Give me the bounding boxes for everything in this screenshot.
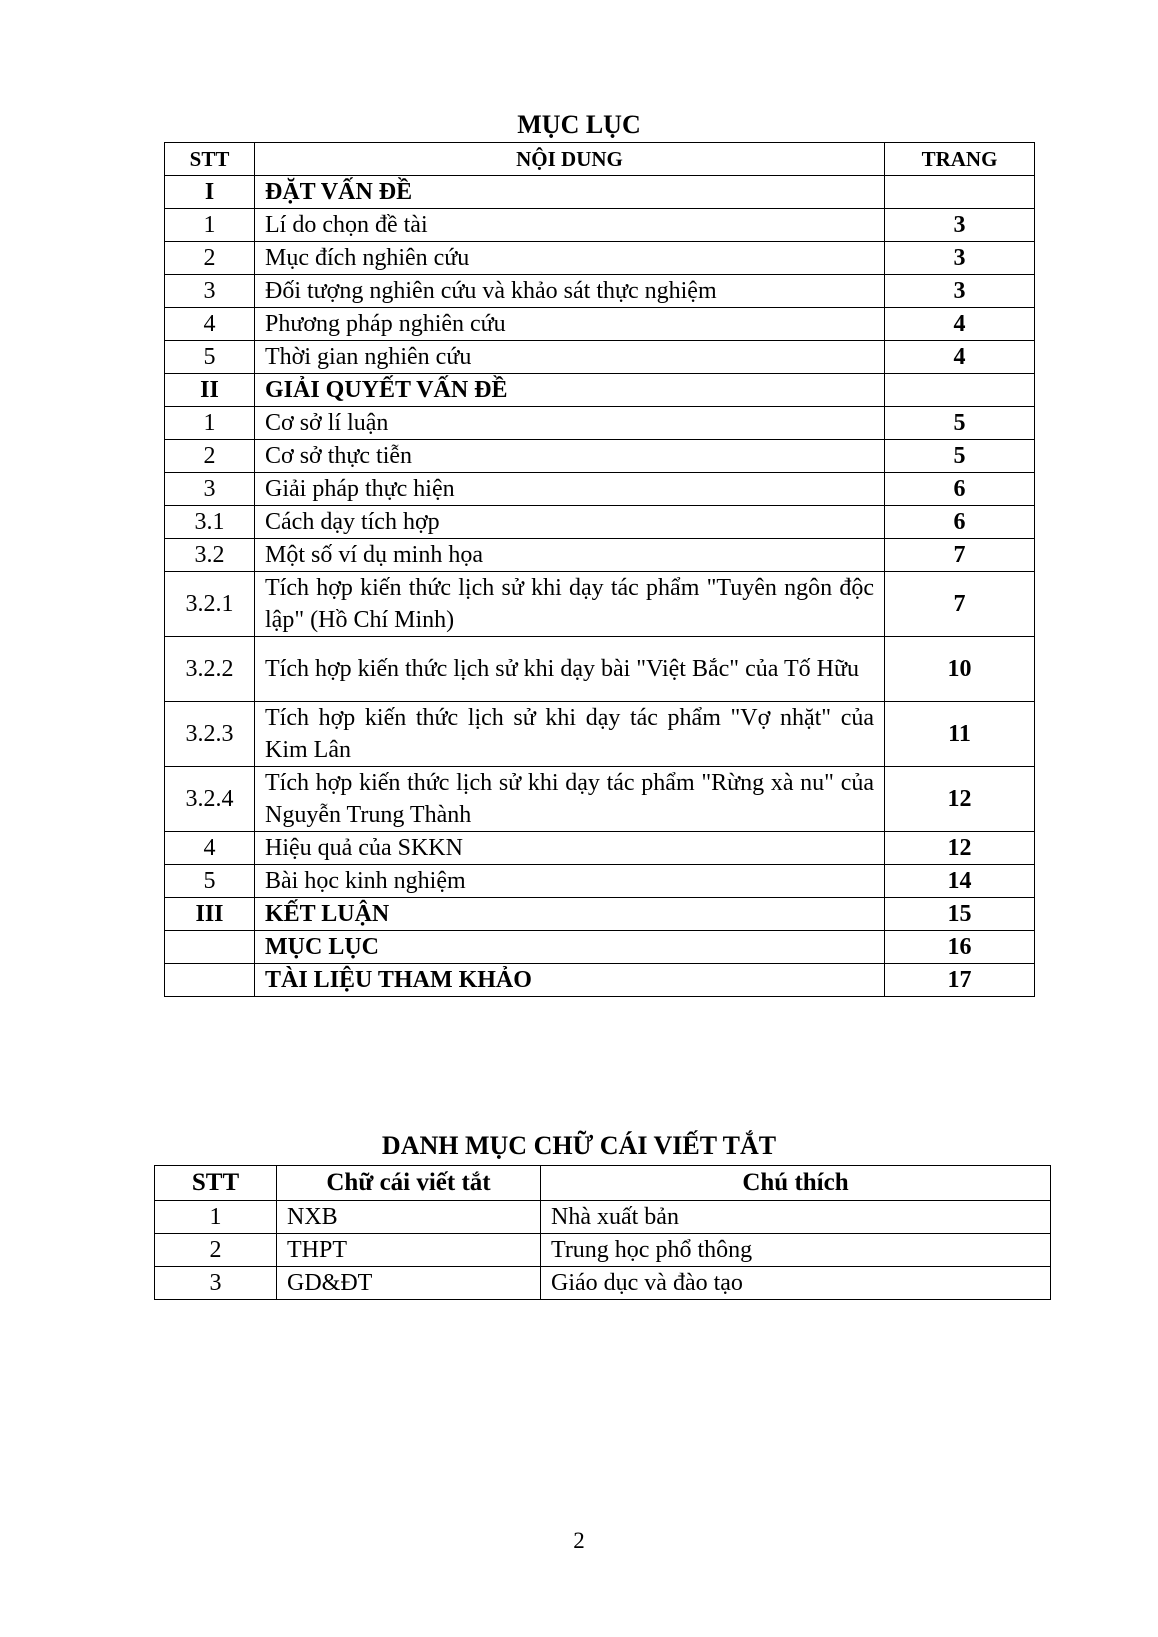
toc-row bbox=[165, 539, 1035, 572]
abbreviations-row-note: Nhà xuất bản bbox=[541, 1201, 1051, 1234]
toc-row bbox=[165, 473, 1035, 506]
toc-row bbox=[165, 242, 1035, 275]
toc-row-stt: 3.2.4 bbox=[165, 767, 255, 832]
toc-row-content: Tích hợp kiến thức lịch sử khi dạy tác phẩm "Vợ nhặt" của Kim Lân bbox=[255, 702, 885, 767]
toc-row-stt: 5 bbox=[165, 341, 255, 374]
toc-row-page: 3 bbox=[885, 209, 1035, 242]
toc-table bbox=[164, 142, 1035, 997]
toc-row-page: 6 bbox=[885, 506, 1035, 539]
abbreviations-row-note: Trung học phổ thông bbox=[541, 1234, 1051, 1267]
page-number: 2 bbox=[573, 1528, 585, 1553]
toc-row-content: TÀI LIỆU THAM KHẢO bbox=[255, 964, 885, 997]
toc-row-page: 12 bbox=[885, 767, 1035, 832]
toc-row bbox=[165, 767, 1035, 832]
toc-row-stt bbox=[165, 964, 255, 997]
toc-row bbox=[165, 440, 1035, 473]
toc-header-row bbox=[165, 143, 1035, 176]
toc-row-stt: 3.2.2 bbox=[165, 637, 255, 702]
toc-row bbox=[165, 964, 1035, 997]
toc-row-stt: 4 bbox=[165, 308, 255, 341]
abbreviations-header-note: Chú thích bbox=[541, 1166, 1051, 1201]
toc-row-page: 4 bbox=[885, 308, 1035, 341]
toc-row-content: MỤC LỤC bbox=[255, 931, 885, 964]
toc-row bbox=[165, 865, 1035, 898]
toc-row-stt: 1 bbox=[165, 407, 255, 440]
toc-row bbox=[165, 341, 1035, 374]
toc-row bbox=[165, 931, 1035, 964]
toc-row bbox=[165, 407, 1035, 440]
toc-row-content: Phương pháp nghiên cứu bbox=[255, 308, 885, 341]
abbreviations-row-note: Giáo dục và đào tạo bbox=[541, 1267, 1051, 1300]
toc-row-content: Hiệu quả của SKKN bbox=[255, 832, 885, 865]
toc-row-stt: 3 bbox=[165, 473, 255, 506]
toc-row-content: Cơ sở thực tiễn bbox=[255, 440, 885, 473]
abbreviations-header-stt: STT bbox=[155, 1166, 277, 1201]
toc-row-content: Tích hợp kiến thức lịch sử khi dạy tác phẩm "Tuyên ngôn độc lập" (Hồ Chí Minh) bbox=[255, 572, 885, 637]
toc-row bbox=[165, 374, 1035, 407]
toc-row-content: GIẢI QUYẾT VẤN ĐỀ bbox=[255, 374, 885, 407]
toc-row-page: 17 bbox=[885, 964, 1035, 997]
abbreviations-table bbox=[154, 1165, 1051, 1300]
toc-row-content: Bài học kinh nghiệm bbox=[255, 865, 885, 898]
toc-row bbox=[165, 637, 1035, 702]
toc-row-stt: 2 bbox=[165, 242, 255, 275]
toc-row-stt: 3.2 bbox=[165, 539, 255, 572]
toc-row bbox=[165, 176, 1035, 209]
toc-row-content: Lí do chọn đề tài bbox=[255, 209, 885, 242]
toc-row-stt: III bbox=[165, 898, 255, 931]
toc-title: MỤC LỤC bbox=[517, 110, 641, 139]
toc-row-stt: 3.1 bbox=[165, 506, 255, 539]
toc-row-page: 16 bbox=[885, 931, 1035, 964]
toc-row-content: Thời gian nghiên cứu bbox=[255, 341, 885, 374]
toc-row-page bbox=[885, 374, 1035, 407]
toc-row-page: 4 bbox=[885, 341, 1035, 374]
toc-row-stt: I bbox=[165, 176, 255, 209]
toc-row-page: 12 bbox=[885, 832, 1035, 865]
toc-row-page: 7 bbox=[885, 572, 1035, 637]
toc-row-stt: 3.2.1 bbox=[165, 572, 255, 637]
toc-row-page: 10 bbox=[885, 637, 1035, 702]
toc-row-page bbox=[885, 176, 1035, 209]
toc-row-page: 15 bbox=[885, 898, 1035, 931]
toc-row-stt: 4 bbox=[165, 832, 255, 865]
abbreviations-header-row bbox=[155, 1166, 1051, 1201]
toc-row-content: Mục đích nghiên cứu bbox=[255, 242, 885, 275]
abbreviations-row-abbr: NXB bbox=[277, 1201, 541, 1234]
toc-row-page: 5 bbox=[885, 407, 1035, 440]
toc-row-content: Tích hợp kiến thức lịch sử khi dạy tác phẩm "Rừng xà nu" của Nguyễn Trung Thành bbox=[255, 767, 885, 832]
toc-row bbox=[165, 572, 1035, 637]
abbreviations-row-abbr: GD&ĐT bbox=[277, 1267, 541, 1300]
abbreviations-row-stt: 1 bbox=[155, 1201, 277, 1234]
toc-row-stt bbox=[165, 931, 255, 964]
toc-row bbox=[165, 275, 1035, 308]
toc-row-content: Giải pháp thực hiện bbox=[255, 473, 885, 506]
toc-row-content: Đối tượng nghiên cứu và khảo sát thực nghiệm bbox=[255, 275, 885, 308]
toc-row-stt: 3 bbox=[165, 275, 255, 308]
toc-row-page: 3 bbox=[885, 242, 1035, 275]
abbreviations-row-abbr: THPT bbox=[277, 1234, 541, 1267]
toc-row-page: 3 bbox=[885, 275, 1035, 308]
abbreviations-title: DANH MỤC CHỮ CÁI VIẾT TẮT bbox=[381, 1131, 777, 1160]
abbreviations-row bbox=[155, 1234, 1051, 1267]
toc-row-page: 5 bbox=[885, 440, 1035, 473]
toc-row-page: 6 bbox=[885, 473, 1035, 506]
toc-header-page: TRANG bbox=[885, 143, 1035, 176]
abbreviations-header-abbr: Chữ cái viết tắt bbox=[277, 1166, 541, 1201]
abbreviations-row bbox=[155, 1201, 1051, 1234]
toc-row-page: 11 bbox=[885, 702, 1035, 767]
toc-row bbox=[165, 702, 1035, 767]
toc-row-content: Cơ sở lí luận bbox=[255, 407, 885, 440]
toc-row-content: KẾT LUẬN bbox=[255, 898, 885, 931]
abbreviations-row-stt: 3 bbox=[155, 1267, 277, 1300]
toc-row-stt: 5 bbox=[165, 865, 255, 898]
toc-row bbox=[165, 832, 1035, 865]
toc-row-content: Một số ví dụ minh họa bbox=[255, 539, 885, 572]
toc-row-content: ĐẶT VẤN ĐỀ bbox=[255, 176, 885, 209]
toc-row-page: 7 bbox=[885, 539, 1035, 572]
toc-row-stt: 1 bbox=[165, 209, 255, 242]
toc-row-content: Tích hợp kiến thức lịch sử khi dạy bài "Việt Bắc" của Tố Hữu bbox=[255, 637, 885, 702]
toc-header-content: NỘI DUNG bbox=[255, 143, 885, 176]
toc-row-stt: 3.2.3 bbox=[165, 702, 255, 767]
toc-row bbox=[165, 209, 1035, 242]
toc-row-stt: 2 bbox=[165, 440, 255, 473]
abbreviations-row bbox=[155, 1267, 1051, 1300]
toc-row-content: Cách dạy tích hợp bbox=[255, 506, 885, 539]
toc-row bbox=[165, 308, 1035, 341]
toc-row bbox=[165, 898, 1035, 931]
abbreviations-row-stt: 2 bbox=[155, 1234, 277, 1267]
toc-row-stt: II bbox=[165, 374, 255, 407]
toc-row-page: 14 bbox=[885, 865, 1035, 898]
toc-row bbox=[165, 506, 1035, 539]
toc-header-stt: STT bbox=[165, 143, 255, 176]
